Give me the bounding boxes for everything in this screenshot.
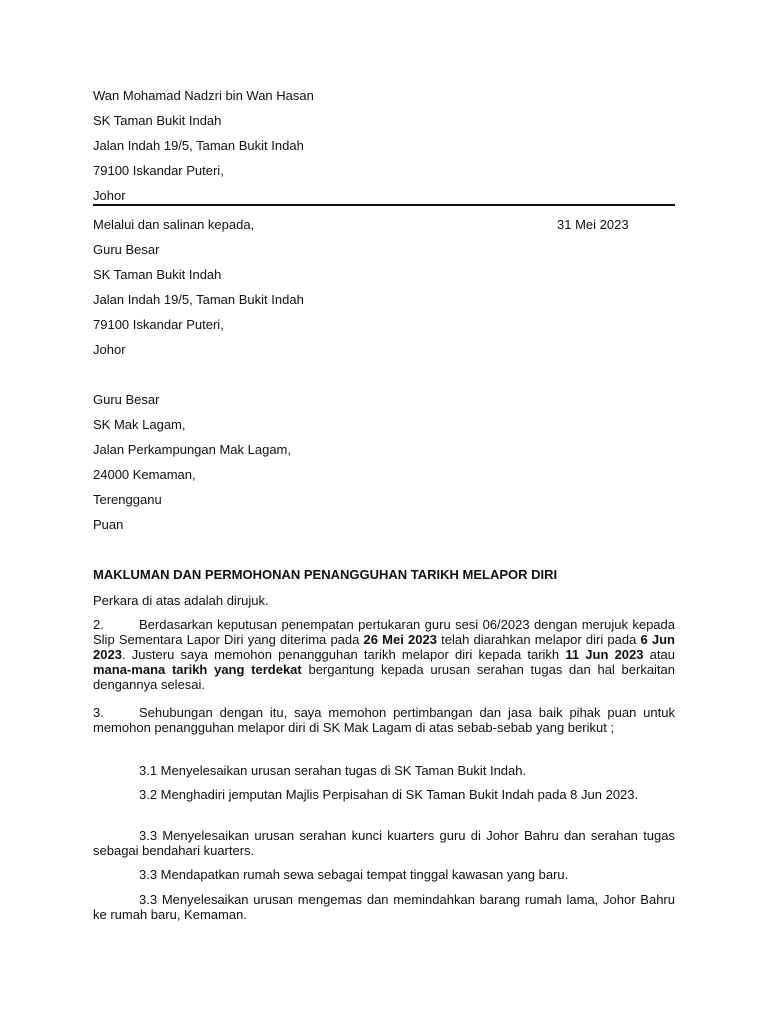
via-label: Melalui dan salinan kepada, (93, 217, 255, 232)
list-item: 3.3 Menyelesaikan urusan mengemas dan memindahkan barang rumah lama, Johor Bahru ke rumah baru, Kemaman. (93, 892, 675, 922)
nearest-date-phrase: mana-mana tarikh yang terdekat (93, 662, 302, 677)
via-line-4: 79100 Iskandar Puteri, (93, 317, 224, 332)
date-received: 26 Mei 2023 (363, 632, 437, 647)
list-item: 3.3 Menyelesaikan urusan serahan kunci kuarters guru di Johor Bahru dan serahan tugas sebagai bendahari kuarters. (93, 828, 675, 858)
sender-line-1: SK Taman Bukit Indah (93, 113, 222, 128)
via-line-1: Guru Besar (93, 242, 160, 257)
intro-paragraph: Perkara di atas adalah dirujuk. (93, 593, 269, 608)
sender-name: Wan Mohamad Nadzri bin Wan Hasan (93, 88, 314, 103)
paragraph-2-number: 2. (93, 617, 104, 632)
sender-address (93, 88, 675, 213)
recipient-line-5: Terengganu (93, 492, 162, 507)
sender-line-2: Jalan Indah 19/5, Taman Bukit Indah (93, 138, 304, 153)
paragraph-2: 2. Berdasarkan keputusan penempatan pertukaran guru sesi 06/2023 dengan merujuk kepada Slip Sementara Lapor Diri yang diterima pada 26 Mei 2023 telah diarahkan melapor diri pada 6 Jun 2023. Justeru saya memohon penangguhan tarikh melapor diri kepada tarikh 11 Jun 2023 atau mana-mana tarikh yang terdekat bergantung kepada urusan serahan tugas dan hal berkaitan dengannya selesai. (93, 617, 676, 692)
list-item: 3.1 Menyelesaikan urusan serahan tugas di SK Taman Bukit Indah. (139, 763, 527, 778)
recipient-address (93, 392, 675, 542)
recipient-line-1: Guru Besar (93, 392, 160, 407)
paragraph-3-number: 3. (93, 705, 104, 720)
recipient-line-4: 24000 Kemaman, (93, 467, 196, 482)
list-item: 3.3 Mendapatkan rumah sewa sebagai tempat tinggal kawasan yang baru. (139, 867, 569, 882)
recipient-line-2: SK Mak Lagam, (93, 417, 186, 432)
via-line-2: SK Taman Bukit Indah (93, 267, 222, 282)
recipient-line-3: Jalan Perkampungan Mak Lagam, (93, 442, 292, 457)
paragraph-3: 3. Sehubungan dengan itu, saya memohon pertimbangan dan jasa baik pihak puan untuk memohon penangguhan melapor diri di SK Mak Lagam di atas sebab-sebab yang berikut ; (93, 705, 675, 735)
letter-subject: MAKLUMAN DAN PERMOHONAN PENANGGUHAN TARIKH MELAPOR DIRI (93, 567, 558, 582)
via-address (93, 217, 675, 367)
salutation: Puan (93, 517, 124, 532)
sender-line-3: 79100 Iskandar Puteri, (93, 163, 224, 178)
sender-line-4: Johor (93, 188, 126, 203)
via-line-3: Jalan Indah 19/5, Taman Bukit Indah (93, 292, 304, 307)
list-item: 3.2 Menghadiri jemputan Majlis Perpisahan di SK Taman Bukit Indah pada 8 Jun 2023. (139, 787, 639, 802)
header-divider (93, 204, 675, 206)
letter-date: 31 Mei 2023 (557, 217, 629, 232)
report-date: 6 Jun 2023 (93, 632, 675, 662)
via-line-5: Johor (93, 342, 126, 357)
requested-date: 11 Jun 2023 (565, 647, 644, 662)
